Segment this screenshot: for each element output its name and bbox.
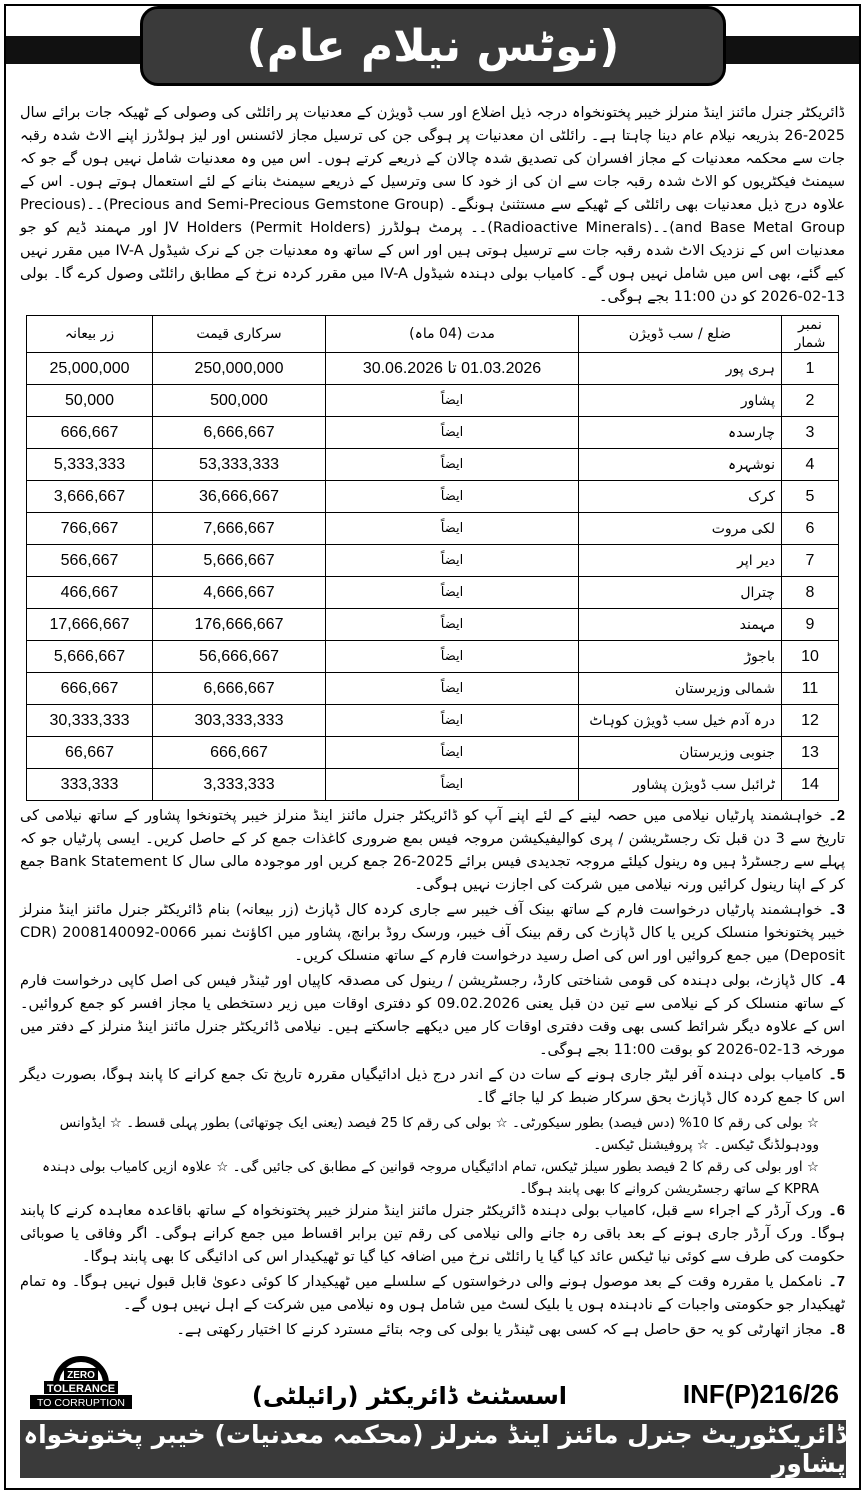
cell-district: پشاور bbox=[579, 385, 782, 417]
table-row bbox=[27, 449, 839, 481]
cell-district: چارسدہ bbox=[579, 417, 782, 449]
cell-deposit: 566,667 bbox=[27, 545, 153, 577]
cell-period: ایضاً bbox=[326, 609, 579, 641]
cell-deposit: 333,333 bbox=[27, 769, 153, 801]
cell-deposit: 50,000 bbox=[27, 385, 153, 417]
cell-price: 6,666,667 bbox=[153, 673, 326, 705]
clause-6 bbox=[20, 1200, 845, 1269]
cell-serial: 6 bbox=[782, 513, 839, 545]
col-period: مدت (04 ماہ) bbox=[326, 316, 579, 353]
logo-tolerance: TOLERANCE bbox=[46, 1383, 116, 1395]
clause-number: 6۔ bbox=[828, 1203, 845, 1219]
table-row bbox=[27, 385, 839, 417]
cell-district: نوشہرہ bbox=[579, 449, 782, 481]
cell-serial: 10 bbox=[782, 641, 839, 673]
auction-table bbox=[26, 315, 839, 801]
cell-district: باجوڑ bbox=[579, 641, 782, 673]
table-row bbox=[27, 769, 839, 801]
table-row bbox=[27, 545, 839, 577]
clause-text: مجاز اتھارٹی کو یہ حق حاصل ہے کہ کسی بھی ٹینڈر یا بولی کی وجہ بتائے مسترد کرنے کا اختیار رکھتی ہے۔ bbox=[176, 1322, 823, 1338]
logo-zero: ZERO bbox=[67, 1370, 95, 1381]
clause-text: کامیاب بولی دہندہ آفر لیٹر جاری ہونے کے سات دن کے اندر درج ذیل ادائیگیاں مقررہ تاریخ تک جمع کرانے کا پابند ہوگا، بصورت دیگر اس کا جمع کردہ کال ڈپازٹ بحق سرکار ضبط کر لیا جائے گا۔ bbox=[20, 1067, 845, 1106]
cell-district: دیر اپر bbox=[579, 545, 782, 577]
cell-period: ایضاً bbox=[326, 449, 579, 481]
cell-serial: 5 bbox=[782, 481, 839, 513]
cell-district: چترال bbox=[579, 577, 782, 609]
clause-3 bbox=[20, 899, 845, 968]
cell-price: 666,667 bbox=[153, 737, 326, 769]
clause-number: 3۔ bbox=[828, 902, 845, 918]
cell-district: جنوبی وزیرستان bbox=[579, 737, 782, 769]
cell-price: 53,333,333 bbox=[153, 449, 326, 481]
table-row bbox=[27, 641, 839, 673]
col-deposit: زر بیعانہ bbox=[27, 316, 153, 353]
clauses bbox=[20, 805, 845, 1342]
intro-paragraph: ڈائریکٹر جنرل مائنز اینڈ منرلز خیبر پختونخواہ درجہ ذیل اضلاع اور سب ڈویژن کے معدنیات پر رائلٹی کی وصولی کے ٹھیکہ جات برائے سال 2025-26 بذریعہ نیلام عام دینا چاہتا ہے۔ رائلٹی ان معدنیات پر ہوگی جن کی ترسیل مجاز لائسنس اور لیز ہولڈرز اپنے الاٹ شدہ رقبہ جات سے محکمہ معدنیات کے مجاز افسران کی تصدیق شدہ چالان کے ذریعے کرتے ہوں۔ اس میں وہ معدنیات شامل نہیں ہوں گے جو کہ سیمنٹ فیکٹریوں کو الاٹ شدہ رقبہ جات سے ان کی از خود کا سی وترسیل کے ذریعے سیمنٹ بنانے کے لئے استعمال ہوتے ہوں۔ اس کے علاوہ درج ذیل معدنیات بھی رائلٹی کے ٹھیکے سے مستثنیٰ ہونگے۔ (Precious and Semi-Precious Gemstone Group)۔۔(Precious and Base Metal Group)۔۔(Radioactive Minerals)۔۔ پرمٹ ہولڈرز (Permit Holders) JV Holders اور مہمند ڈیم کو جو معدنیات اس کے نزدیک الاٹ شدہ رقبہ جات سے ترسیل ہوتی ہیں اور اس کے ساتھ وہ معدنیات جن کے نرک شیڈول IV-A میں مقرر نہیں کیے گئے، بھی اس میں شامل نہیں ہوں گے۔ کامیاب بولی دہندہ شیڈول IV-A میں مقرر کردہ نرخ کے مطابق رائلٹی وصول کرے گا۔ بولی 13-02-2026 کو دن 11:00 بجے ہوگی۔ bbox=[20, 105, 846, 305]
clause-text: ورک آرڈر کے اجراء سے قبل، کامیاب بولی دہندہ ڈائریکٹر جنرل مائنز اینڈ منرلز خیبر پختونخواہ کے ساتھ باقاعدہ معاہدہ کرنے کا پابند ہوگا۔ ورک آرڈر جاری ہونے کے بعد باقی رہ جانے والی نیلامی کی رقم تین برابر اقساط میں جمع کرانے ہوگی۔ اگر وفاقی یا صوبائی حکومت کی طرف سے کوئی نیا ٹیکس عائد کیا گیا یا رائلٹی نرخ میں اضافہ کیا گیا تو ٹھیکیدار اس کی ادائیگی کا بھی پابند ہوگا۔ bbox=[20, 1203, 845, 1265]
cell-district: درہ آدم خیل سب ڈویژن کوہاٹ bbox=[579, 705, 782, 737]
cell-deposit: 666,667 bbox=[27, 417, 153, 449]
clause-number: 7۔ bbox=[828, 1274, 845, 1290]
clause-text: کال ڈپازٹ، بولی دہندہ کی قومی شناختی کارڈ، رجسٹریشن / رینول کی مصدقہ کاپیاں اور ٹینڈر فیس کی اصل کاپی درخواست فارم کے ساتھ منسلک کر کے نیلامی سے تین دن قبل یعنی 09.02.2026 کو دفتری اوقات میں زیر دستخطی یا مجاز افسر کو جمع کروائیں۔ اس کے علاوہ دیگر شرائط کسی بھی وقت دفتری اوقات کار میں دیکھے جاسکتے ہیں۔ نیلامی ڈائریکٹر جنرل مائنز اینڈ منرلز کے دفتر میں مورخہ 13-02-2026 کو بوقت 11:00 بجے ہوگی۔ bbox=[20, 973, 845, 1058]
logo-corruption: TO CORRUPTION bbox=[37, 1397, 125, 1409]
cell-district: لکی مروت bbox=[579, 513, 782, 545]
table-header-row bbox=[27, 316, 839, 353]
table-row bbox=[27, 705, 839, 737]
cell-price: 4,666,667 bbox=[153, 577, 326, 609]
signature-row bbox=[20, 1350, 845, 1410]
payment-line: ☆ اور بولی کی رقم کا 2 فیصد بطور سیلز ٹیکس، تمام ادائیگیاں مروجہ قوانین کے مطابق کی جائیں گی۔ ☆ علاوہ ازیں کامیاب بولی دہندہ KPRA کے ساتھ رجسٹریشن کروانے کا بھی پابند ہوگا۔ bbox=[42, 1159, 819, 1197]
payment-line: ☆ بولی کی رقم کا 10% (دس فیصد) بطور سیکورٹی۔ ☆ بولی کی رقم کا 25 فیصد (یعنی ایک چوتھائی) بطور پہلی قسط۔ ☆ ایڈوانس وودہولڈنگ ٹیکس۔ ☆ پروفیشنل ٹیکس۔ bbox=[59, 1115, 819, 1153]
cell-serial: 7 bbox=[782, 545, 839, 577]
clause-number: 2۔ bbox=[828, 808, 845, 824]
cell-deposit: 766,667 bbox=[27, 513, 153, 545]
table-row bbox=[27, 609, 839, 641]
reference-number: INF(P)216/26 bbox=[682, 1379, 839, 1409]
clause-8 bbox=[20, 1319, 845, 1342]
cell-period: 01.03.2026 تا 30.06.2026 bbox=[326, 353, 579, 385]
cell-period: ایضاً bbox=[326, 737, 579, 769]
cell-price: 6,666,667 bbox=[153, 417, 326, 449]
clause-2 bbox=[20, 805, 845, 897]
cell-district: ہری پور bbox=[579, 353, 782, 385]
header bbox=[6, 6, 859, 102]
cell-deposit: 466,667 bbox=[27, 577, 153, 609]
table-row bbox=[27, 737, 839, 769]
cell-price: 36,666,667 bbox=[153, 481, 326, 513]
cell-deposit: 17,666,667 bbox=[27, 609, 153, 641]
cell-district: ٹرائبل سب ڈویژن پشاور bbox=[579, 769, 782, 801]
cell-deposit: 5,333,333 bbox=[27, 449, 153, 481]
cell-serial: 11 bbox=[782, 673, 839, 705]
cell-period: ایضاً bbox=[326, 481, 579, 513]
title-box bbox=[140, 6, 726, 86]
col-district: ضلع / سب ڈویژن bbox=[579, 316, 782, 353]
footer-text: ڈائریکٹوریٹ جنرل مائنز اینڈ منرلز (محکمہ معدنیات) خیبر پختونخواہ پشاور bbox=[23, 1420, 846, 1478]
cell-deposit: 5,666,667 bbox=[27, 641, 153, 673]
cell-district: شمالی وزیرستان bbox=[579, 673, 782, 705]
cell-serial: 12 bbox=[782, 705, 839, 737]
cell-period: ایضاً bbox=[326, 673, 579, 705]
cell-serial: 8 bbox=[782, 577, 839, 609]
cell-period: ایضاً bbox=[326, 641, 579, 673]
clause-number: 5۔ bbox=[828, 1067, 845, 1083]
col-price: سرکاری قیمت bbox=[153, 316, 326, 353]
table-row bbox=[27, 577, 839, 609]
zero-tolerance-logo bbox=[26, 1354, 136, 1410]
cell-serial: 3 bbox=[782, 417, 839, 449]
cell-price: 176,666,667 bbox=[153, 609, 326, 641]
signature: اسسٹنٹ ڈائریکٹر (رائیلٹی) bbox=[251, 1382, 568, 1410]
cell-serial: 1 bbox=[782, 353, 839, 385]
table-row bbox=[27, 673, 839, 705]
clause-5 bbox=[20, 1064, 845, 1110]
notice-body bbox=[6, 102, 859, 1478]
cell-period: ایضاً bbox=[326, 545, 579, 577]
cell-period: ایضاً bbox=[326, 769, 579, 801]
cell-district: کرک bbox=[579, 481, 782, 513]
col-serial: نمبر شمار bbox=[782, 316, 839, 353]
cell-period: ایضاً bbox=[326, 705, 579, 737]
clause-text: نامکمل یا مقررہ وقت کے بعد موصول ہونے والی درخواستوں کے سلسلے میں ٹھیکیدار کا کوئی دعویٰ قابل قبول نہیں ہوگا۔ وہ تمام ٹھیکیدار جو حکومتی واجبات کے نادہندہ ہوں یا بلیک لسٹ میں شامل ہوں وہ نیلامی میں شرکت کے اہل نہیں ہوں گے۔ bbox=[20, 1274, 845, 1313]
cell-serial: 2 bbox=[782, 385, 839, 417]
cell-serial: 14 bbox=[782, 769, 839, 801]
cell-serial: 13 bbox=[782, 737, 839, 769]
clause-text: خواہشمند پارٹیاں نیلامی میں حصہ لینے کے لئے اپنے آپ کو ڈائریکٹر جنرل مائنز اینڈ منرلز خیبر پختونخوا پشاور کے ساتھ نیلامی کی تاریخ سے 3 دن قبل تک رجسٹریشن / پری کوالیفیکیشن مروجہ فیس بمع ضروری کاغذات جمع کر کے حاصل کریں۔ ایسی پارٹیاں جو کہ پہلے سے رجسٹرڈ ہیں وہ رینول کیلئے مروجہ تجدیدی فیس برائے 2025-26 جمع کریں اور موجودہ مالی سال کا Bank Statement جمع کر کے اپنا رینول کرائیں ورنہ نیلامی میں شرکت کی اجازت نہیں ہوگی۔ bbox=[20, 808, 845, 893]
cell-price: 7,666,667 bbox=[153, 513, 326, 545]
clause-4 bbox=[20, 970, 845, 1062]
cell-deposit: 30,333,333 bbox=[27, 705, 153, 737]
cell-period: ایضاً bbox=[326, 385, 579, 417]
clause-text: خواہشمند پارٹیاں درخواست فارم کے ساتھ بینک آف خیبر سے جاری کردہ کال ڈپازٹ (زر بیعانہ) بنام ڈائریکٹر جنرل مائنز اینڈ منرلز خیبر پختونخوا منسلک کریں یا کال ڈپازٹ کی رقم بینک آف خیبر، ورسک روڈ برانچ، پشاور میں اکاؤنٹ نمبر 0066-2008140092 (CDR Deposit) میں جمع کروائیں اور اس کی اصل رسید درخواست فارم کے ساتھ منسلک کریں۔ bbox=[20, 902, 845, 964]
clause-number: 4۔ bbox=[828, 973, 845, 989]
page-border bbox=[4, 4, 861, 1490]
cell-district: مہمند bbox=[579, 609, 782, 641]
cell-deposit: 25,000,000 bbox=[27, 353, 153, 385]
cell-period: ایضاً bbox=[326, 513, 579, 545]
cell-deposit: 66,667 bbox=[27, 737, 153, 769]
footer-banner bbox=[20, 1420, 846, 1478]
cell-price: 5,666,667 bbox=[153, 545, 326, 577]
clause-7 bbox=[20, 1271, 845, 1317]
table-row bbox=[27, 481, 839, 513]
cell-period: ایضاً bbox=[326, 577, 579, 609]
page-title: (نوٹس نیلام عام) bbox=[246, 20, 620, 72]
cell-price: 250,000,000 bbox=[153, 353, 326, 385]
cell-price: 303,333,333 bbox=[153, 705, 326, 737]
table-row bbox=[27, 353, 839, 385]
table-row bbox=[27, 417, 839, 449]
cell-price: 500,000 bbox=[153, 385, 326, 417]
clause-number: 8۔ bbox=[828, 1322, 845, 1338]
cell-period: ایضاً bbox=[326, 417, 579, 449]
cell-price: 56,666,667 bbox=[153, 641, 326, 673]
cell-deposit: 666,667 bbox=[27, 673, 153, 705]
cell-price: 3,333,333 bbox=[153, 769, 326, 801]
cell-serial: 4 bbox=[782, 449, 839, 481]
table-row bbox=[27, 513, 839, 545]
cell-serial: 9 bbox=[782, 609, 839, 641]
cell-deposit: 3,666,667 bbox=[27, 481, 153, 513]
